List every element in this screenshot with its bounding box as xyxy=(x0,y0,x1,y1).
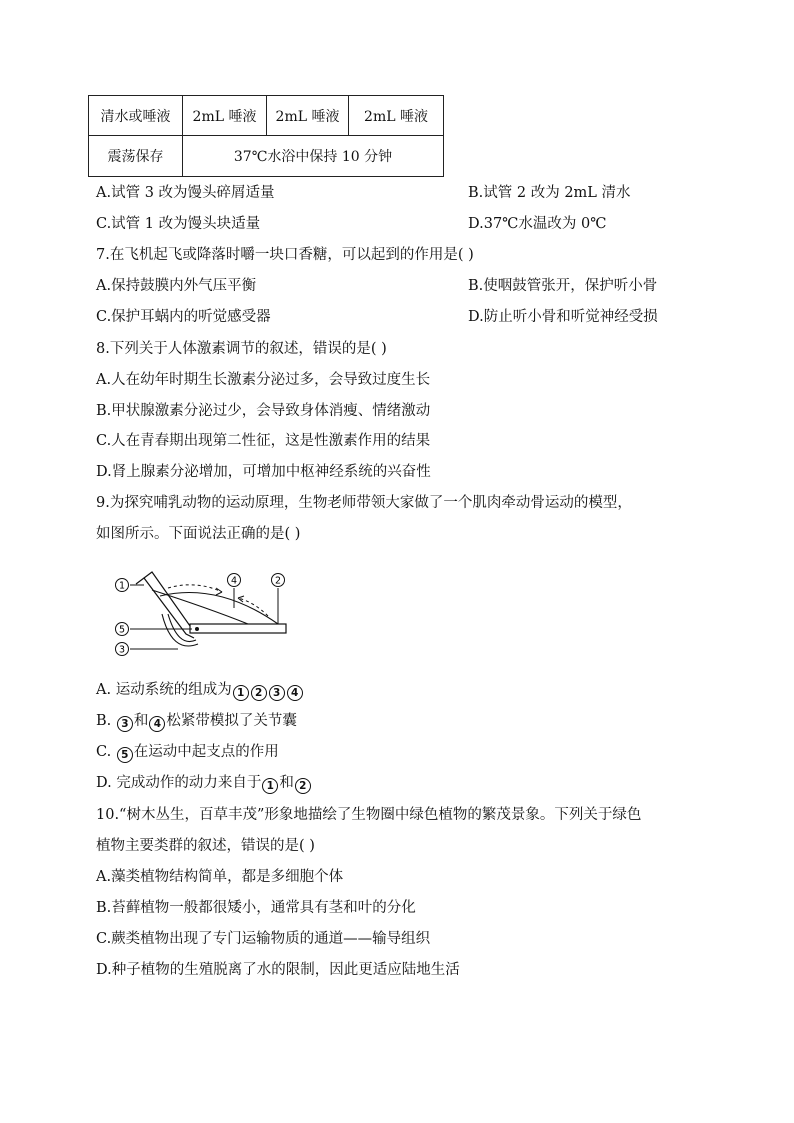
table-cell: 37℃水浴中保持 10 分钟 xyxy=(183,136,444,177)
question-stem: 9.为探究哺乳动物的运动原理，生物老师带领大家做了一个肌肉牵动骨运动的模型， xyxy=(96,495,632,511)
question-stem: 10.“树木丛生，百草丰茂”形象地描绘了生物圈中绿色植物的繁茂景象。下列关于绿色 xyxy=(96,807,642,823)
option-d: D.37℃水温改为 0℃ xyxy=(468,216,607,232)
question-stem: 植物主要类群的叙述，错误的是( ) xyxy=(96,838,315,854)
table-cell: 清水或唾液 xyxy=(89,96,183,136)
option-d: D. 完成动作的动力来自于 1 和 2 xyxy=(96,774,312,794)
circled-number: 2 xyxy=(251,685,267,701)
option-row xyxy=(96,184,631,202)
muscle-bone-model-figure xyxy=(108,568,308,660)
table-cell: 2mL 唾液 xyxy=(183,96,267,136)
circled-number: 5 xyxy=(117,747,133,763)
option-c: C.保护耳蜗内的听觉感受器 xyxy=(96,309,271,325)
experiment-table xyxy=(88,95,444,177)
table-row xyxy=(89,136,444,177)
option-d: D.防止听小骨和听觉神经受损 xyxy=(468,309,658,325)
label-5: 5 xyxy=(118,624,126,636)
question-stem: 7.在飞机起飞或降落时嚼一块口香糖，可以起到的作用是( ) xyxy=(96,247,474,263)
joint-point xyxy=(195,627,199,631)
option-a: A. 运动系统的组成为 1 2 3 4 xyxy=(96,681,304,701)
option-d: D.种子植物的生殖脱离了水的限制，因此更适应陆地生活 xyxy=(96,962,460,978)
label-3: 3 xyxy=(118,644,126,656)
circled-number: 4 xyxy=(287,685,303,701)
circled-number: 1 xyxy=(233,685,249,701)
option-b: B. 3 和 4 松紧带模拟了关节囊 xyxy=(96,713,297,730)
circled-number: 4 xyxy=(149,716,165,732)
label-1: 1 xyxy=(118,580,126,592)
option-b: B.苔藓植物一般都很矮小，通常具有茎和叶的分化 xyxy=(96,900,416,916)
label-2: 2 xyxy=(274,575,282,587)
question-stem: 如图所示。下面说法正确的是( ) xyxy=(96,526,301,542)
option-a: A.保持鼓膜内外气压平衡 xyxy=(96,278,257,294)
option-row xyxy=(96,308,658,326)
option-d: D.肾上腺素分泌增加，可增加中枢神经系统的兴奋性 xyxy=(96,464,431,480)
option-c: C. 5 在运动中起支点的作用 xyxy=(96,744,279,761)
option-b: B.使咽鼓管张开，保护听小骨 xyxy=(468,278,658,294)
option-c: C.试管 1 改为馒头块适量 xyxy=(96,216,261,232)
option-b: B.试管 2 改为 2mL 清水 xyxy=(468,185,631,201)
circled-number: 2 xyxy=(295,778,311,794)
circled-number: 3 xyxy=(117,716,133,732)
option-a: A.藻类植物结构简单，都是多细胞个体 xyxy=(96,869,344,885)
option-b: B.甲状腺激素分泌过少，会导致身体消瘦、情绪激动 xyxy=(96,403,431,419)
option-a: A.人在幼年时期生长激素分泌过多，会导致过度生长 xyxy=(96,372,431,388)
table-cell: 2mL 唾液 xyxy=(267,96,349,136)
table-cell: 震荡保存 xyxy=(89,136,183,177)
label-4: 4 xyxy=(230,575,238,587)
circled-number: 1 xyxy=(262,778,278,794)
option-c: C.蕨类植物出现了专门运输物质的通道——输导组织 xyxy=(96,931,431,947)
question-stem: 8.下列关于人体激素调节的叙述，错误的是( ) xyxy=(96,341,387,357)
table-cell: 2mL 唾液 xyxy=(349,96,444,136)
option-a: A.试管 3 改为馒头碎屑适量 xyxy=(96,185,275,201)
option-row xyxy=(96,215,607,233)
option-row xyxy=(96,277,658,295)
circled-number: 3 xyxy=(269,685,285,701)
table-row xyxy=(89,96,444,136)
option-c: C.人在青春期出现第二性征，这是性激素作用的结果 xyxy=(96,433,431,449)
